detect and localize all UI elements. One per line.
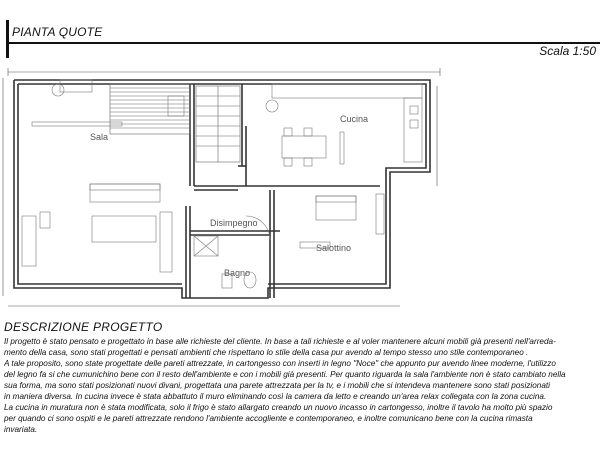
room-label-bagno: Bagno (224, 268, 251, 278)
header-accent-bar (6, 20, 9, 58)
description-line: sua forma, ma sono stati posizionati nuovi divani, progettata una parete attrezzata per la tv, e i mobili che si intendeva mantenere sono stati posizionati (4, 381, 550, 390)
scale-label: Scala 1:50 (539, 44, 596, 58)
description-line: per quando ci sono ospiti e le pareti attrezzate rendono l'ambiente accogliente e contemporaneo, e inoltre comunicano bene con la cucina rimasta (4, 414, 533, 423)
description-line: mento della casa, sono stati progettati e pensati ambienti che rispettano lo stile della casa pur avendo al tempo stesso uno stile contemporaneo . (4, 348, 529, 357)
description-line: Il progetto è stato pensato e progettato in base alle richieste del cliente. In base a tali richieste e al voler mantenere alcuni mobili già presenti nell'arreda- (4, 337, 556, 346)
room-label-sala: Sala (90, 132, 109, 142)
header-divider (6, 42, 600, 44)
description-line: del legno fa si che cumunichino bene con il resto dell'ambiente e con i mobili già presenti. Per quanto riguarda la sala l'ambiente non è stato cambiato nella (4, 370, 566, 379)
description-line: A tale proposito, sono state progettate delle pareti attrezzate, in cartongesso con inserti in legno "Noce" che appunto pur avendo linee moderne, l'utilizzo (4, 359, 556, 368)
description-line: in maniera diversa. In cucina invece è stata abbattuto il muro eliminando così la camera da letto e creando un'area relax collegata con la zona cucina. (4, 392, 547, 401)
room-label-cucina: Cucina (340, 114, 369, 124)
description-title: DESCRIZIONE PROGETTO (4, 320, 163, 334)
description-body (4, 336, 600, 435)
room-label-salottino: Salottino (316, 243, 352, 253)
description-line: La cucina in muratura non è stata modificata, solo il frigo è stato allargato creando un nuovo incasso in cartongesso, inoltre il tavolo ha molto più spazio (4, 403, 553, 412)
room-label-disimpegno: Disimpegno (210, 218, 258, 228)
description-line: invariata. (4, 425, 38, 434)
page-title: PIANTA QUOTE (12, 25, 103, 39)
floor-plan (0, 66, 600, 312)
